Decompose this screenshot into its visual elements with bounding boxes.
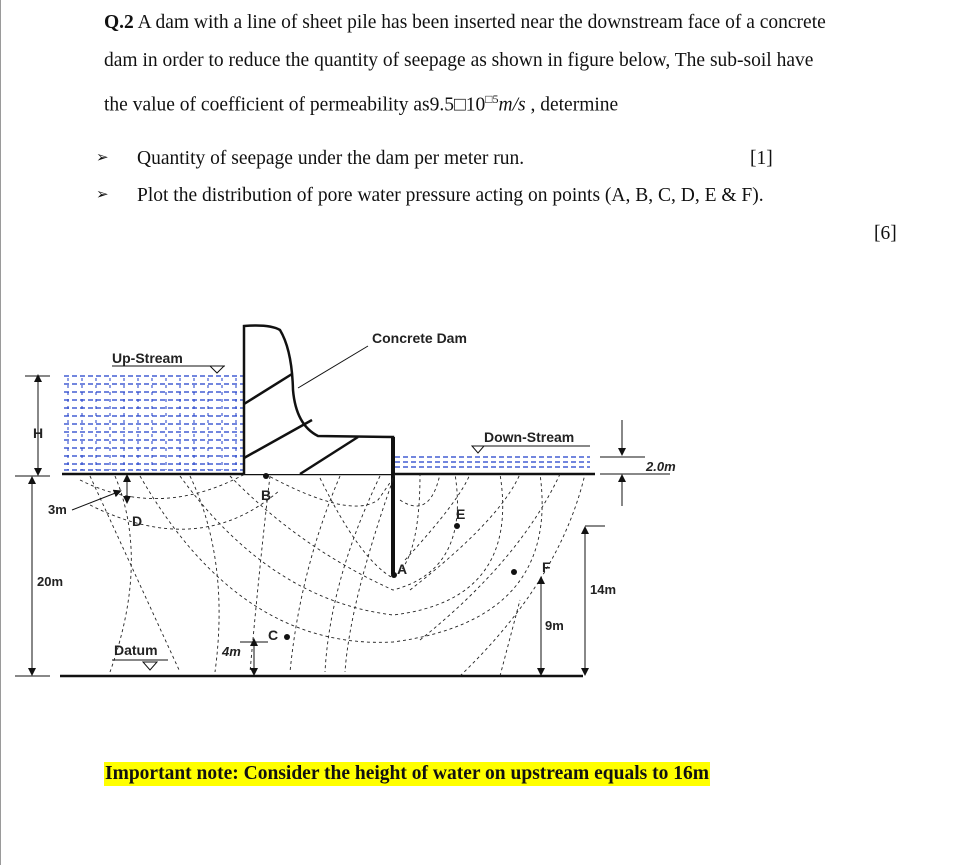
- label-concrete-dam: Concrete Dam: [372, 330, 467, 346]
- label-datum: Datum: [114, 642, 158, 658]
- label-point-D: D: [132, 513, 143, 529]
- arrow-bullet-icon: ➢: [96, 148, 109, 166]
- question-number: Q.2: [104, 12, 134, 33]
- datum-level-icon: [143, 662, 157, 670]
- question-line1-text: A dam with a line of sheet pile has been inserted near the downstream face of a concrete: [133, 12, 826, 33]
- label-3m: 3m: [48, 502, 67, 517]
- task-text-1: Quantity of seepage under the dam per meter run.: [137, 148, 525, 169]
- label-4m: 4m: [222, 644, 241, 659]
- label-14m: 14m: [590, 582, 617, 597]
- arrow-bullet-icon: ➢: [96, 185, 109, 203]
- label-point-E: E: [456, 506, 466, 522]
- task-marks-1: [1]: [750, 148, 773, 169]
- label-downstream: Down-Stream: [484, 429, 575, 445]
- point-F-marker: [511, 569, 517, 575]
- point-E-marker: [454, 523, 460, 529]
- concrete-dam: [244, 326, 393, 475]
- permeability-unit: m/s: [498, 94, 526, 116]
- point-C-marker: [284, 634, 290, 640]
- label-upstream: Up-Stream: [112, 350, 183, 366]
- label-2m: 2.0m: [646, 459, 676, 474]
- upstream-water: [64, 376, 244, 470]
- important-note: Important note: Consider the height of water on upstream equals to 16m: [105, 763, 709, 784]
- downstream-water-level-icon: [472, 446, 484, 453]
- label-point-A: A: [397, 561, 408, 577]
- question-line3-suffix: , determine: [525, 94, 619, 116]
- point-B-marker: [263, 473, 269, 479]
- label-9m: 9m: [545, 618, 564, 633]
- task-text-2: Plot the distribution of pore water pressure acting on points (A, B, C, D, E & F).: [137, 185, 764, 206]
- total-marks: [6]: [874, 223, 897, 244]
- label-H: H: [33, 425, 44, 441]
- question-line3-prefix: the value of coefficient of permeability as: [104, 94, 430, 116]
- label-point-B: B: [261, 487, 272, 503]
- question-line-2: dam in order to reduce the quantity of seepage as shown in figure below, The sub-soil have: [104, 50, 814, 71]
- permeability-exponent: □5: [485, 92, 499, 106]
- downstream-water: [395, 457, 590, 467]
- permeability-value: 9.5□10: [429, 94, 486, 116]
- label-20m: 20m: [37, 574, 64, 589]
- upstream-water-level-icon: [210, 366, 224, 373]
- label-point-C: C: [268, 627, 279, 643]
- label-point-F: F: [542, 559, 551, 575]
